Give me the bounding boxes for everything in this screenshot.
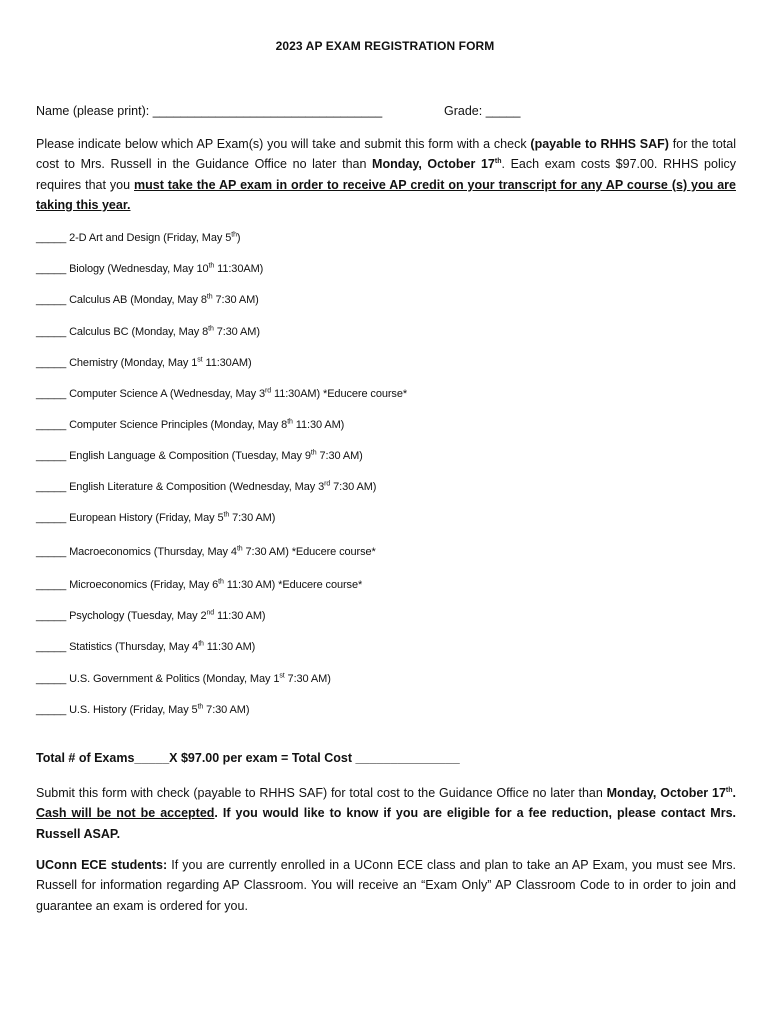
exam-name: English Literature & Composition (Wednesday, May 3 bbox=[69, 481, 325, 493]
exam-option bbox=[36, 294, 259, 306]
exam-name: Chemistry (Monday, May 1 bbox=[69, 357, 198, 369]
exam-date-suffix: st bbox=[279, 672, 285, 680]
exam-option bbox=[36, 512, 275, 524]
uconn-label: UConn ECE students: bbox=[36, 858, 168, 872]
grade-group bbox=[444, 104, 520, 118]
exam-time: 11:30 AM) *Educere course* bbox=[223, 579, 363, 591]
exam-time: 7:30 AM) *Educere course* bbox=[242, 546, 376, 558]
exam-name: European History (Friday, May 5 bbox=[69, 512, 224, 524]
exam-name: Statistics (Thursday, May 4 bbox=[69, 641, 199, 653]
grade-label: Grade: bbox=[444, 104, 483, 118]
fee-reduction-notice: . If you would like to know if you are eligible for a fee reduction, please contact Mrs. Russell ASAP. bbox=[36, 806, 736, 841]
exam-name: 2-D Art and Design (Friday, May 5 bbox=[69, 232, 232, 244]
exam-time: 11:30 AM) bbox=[292, 419, 345, 431]
exam-option bbox=[36, 357, 252, 369]
exam-option bbox=[36, 450, 363, 462]
exam-time: 7:30 AM) bbox=[316, 450, 363, 462]
total-cost-line: Total # of Exams_____X $97.00 per exam = Total Cost _______________ bbox=[36, 751, 460, 765]
exam-name: Microeconomics (Friday, May 6 bbox=[69, 579, 219, 591]
exam-option bbox=[36, 481, 376, 493]
name-label: Name (please print): bbox=[36, 104, 150, 118]
exam-date-suffix: nd bbox=[206, 609, 215, 617]
exam-name: Calculus AB (Monday, May 8 bbox=[69, 294, 207, 306]
exam-option bbox=[36, 704, 249, 716]
exam-name: Macroeconomics (Thursday, May 4 bbox=[69, 546, 237, 558]
exam-checkbox-blank[interactable]: _____ bbox=[36, 263, 67, 275]
exam-time: 11:30 AM) bbox=[203, 641, 256, 653]
exam-option bbox=[36, 546, 376, 558]
exam-checkbox-blank[interactable]: _____ bbox=[36, 641, 67, 653]
uconn-paragraph bbox=[36, 855, 736, 916]
exam-option bbox=[36, 326, 260, 338]
exam-date-suffix: th bbox=[208, 325, 214, 333]
exam-date-suffix: th bbox=[310, 449, 317, 457]
uconn-text: If you are currently enrolled in a UConn ECE class and plan to take an AP Exam, you must see Mrs. Russell for information regarding AP Classroom. You will receive an “Exam Only” AP Classroom Code to in order to join and guarantee an exam is ordered for you. bbox=[36, 858, 736, 913]
exam-checkbox-blank[interactable]: _____ bbox=[36, 388, 67, 400]
exam-date-suffix: th bbox=[197, 703, 204, 711]
exam-time: 7:30 AM) bbox=[203, 704, 250, 716]
exam-name: English Language & Composition (Tuesday, May 9 bbox=[69, 450, 311, 462]
exam-checkbox-blank[interactable]: _____ bbox=[36, 673, 67, 685]
exam-name: Computer Science A (Wednesday, May 3 bbox=[69, 388, 265, 400]
exam-time: 7:30 AM) bbox=[229, 512, 276, 524]
exam-option bbox=[36, 232, 240, 244]
exam-time: 11:30AM) bbox=[214, 263, 264, 275]
submit-paragraph bbox=[36, 783, 736, 844]
exam-checkbox-blank[interactable]: _____ bbox=[36, 326, 67, 338]
exam-time: ) bbox=[236, 232, 241, 244]
exam-checkbox-blank[interactable]: _____ bbox=[36, 357, 67, 369]
submit-deadline-period: . bbox=[732, 786, 736, 800]
exam-time: 7:30 AM) bbox=[212, 294, 259, 306]
exam-checkbox-blank[interactable]: _____ bbox=[36, 450, 67, 462]
exam-time: 11:30AM) *Educere course* bbox=[271, 388, 408, 400]
exam-date-suffix: th bbox=[231, 231, 237, 239]
exam-date-suffix: th bbox=[236, 545, 243, 553]
intro-deadline-sup: th bbox=[494, 158, 502, 166]
exam-checkbox-blank[interactable]: _____ bbox=[36, 579, 67, 591]
grade-field[interactable]: _____ bbox=[485, 104, 521, 118]
exam-name: Psychology (Tuesday, May 2 bbox=[69, 610, 207, 622]
name-grade-line bbox=[36, 104, 521, 118]
exam-date-suffix: th bbox=[208, 262, 215, 270]
exam-checkbox-blank[interactable]: _____ bbox=[36, 481, 67, 493]
exam-date-suffix: th bbox=[223, 511, 230, 519]
exam-option bbox=[36, 673, 331, 685]
submit-deadline bbox=[607, 786, 736, 800]
intro-policy: must take the AP exam in order to receive AP credit on your transcript for any AP course (s) you are taking this year. bbox=[36, 177, 736, 212]
exam-date-suffix: th bbox=[287, 418, 293, 426]
exam-checkbox-blank[interactable]: _____ bbox=[36, 704, 67, 716]
exam-date-suffix: th bbox=[198, 640, 204, 648]
exam-time: 7:30 AM) bbox=[213, 326, 260, 338]
exam-time: 7:30 AM) bbox=[284, 673, 331, 685]
exam-date-suffix: th bbox=[206, 293, 213, 301]
exam-option bbox=[36, 579, 362, 591]
name-field[interactable]: _________________________________ bbox=[152, 104, 383, 118]
exam-option bbox=[36, 263, 263, 275]
exam-time: 11:30 AM) bbox=[214, 610, 266, 622]
submit-text-1: Submit this form with check (payable to RHHS SAF) for total cost to the Guidance Office no later than bbox=[36, 786, 607, 800]
exam-checkbox-blank[interactable]: _____ bbox=[36, 610, 67, 622]
exam-name: Biology (Wednesday, May 10 bbox=[69, 263, 209, 275]
exam-time: 11:30AM) bbox=[202, 357, 252, 369]
exam-checkbox-blank[interactable]: _____ bbox=[36, 232, 67, 244]
exam-date-suffix: rd bbox=[324, 480, 331, 488]
instructions-paragraph bbox=[36, 134, 736, 215]
intro-deadline-text: Monday, October 17 bbox=[372, 157, 495, 172]
exam-name: U.S. Government & Politics (Monday, May 1 bbox=[69, 673, 280, 685]
exam-date-suffix: st bbox=[197, 356, 203, 364]
exam-name: Calculus BC (Monday, May 8 bbox=[69, 326, 209, 338]
exam-option bbox=[36, 419, 344, 431]
no-cash-notice: Cash will be not be accepted bbox=[36, 806, 215, 821]
exam-option bbox=[36, 388, 407, 400]
intro-text-1: Please indicate below which AP Exam(s) you will take and submit this form with a check bbox=[36, 137, 531, 151]
exam-time: 7:30 AM) bbox=[330, 481, 377, 493]
exam-date-suffix: rd bbox=[265, 387, 272, 395]
intro-payable-note: (payable to RHHS SAF) bbox=[530, 137, 669, 151]
exam-name: Computer Science Principles (Monday, May 8 bbox=[69, 419, 288, 431]
form-title: 2023 AP EXAM REGISTRATION FORM bbox=[275, 39, 495, 53]
exam-date-suffix: th bbox=[218, 578, 224, 586]
exam-checkbox-blank[interactable]: _____ bbox=[36, 546, 67, 558]
intro-text-2: for the total cost to Mrs. Russell in the Guidance Office no later than bbox=[36, 137, 737, 172]
intro-text-3: . Each exam costs $97.00. RHHS policy requires that you bbox=[36, 157, 737, 192]
exam-option bbox=[36, 610, 265, 622]
submit-deadline-sup: th bbox=[725, 786, 733, 794]
exam-option bbox=[36, 641, 255, 653]
exam-checkbox-blank[interactable]: _____ bbox=[36, 512, 67, 524]
exam-checkbox-blank[interactable]: _____ bbox=[36, 294, 67, 306]
exam-name: U.S. History (Friday, May 5 bbox=[69, 704, 198, 716]
submit-deadline-text: Monday, October 17 bbox=[606, 786, 726, 800]
intro-deadline bbox=[372, 157, 501, 171]
exam-checkbox-blank[interactable]: _____ bbox=[36, 419, 67, 431]
